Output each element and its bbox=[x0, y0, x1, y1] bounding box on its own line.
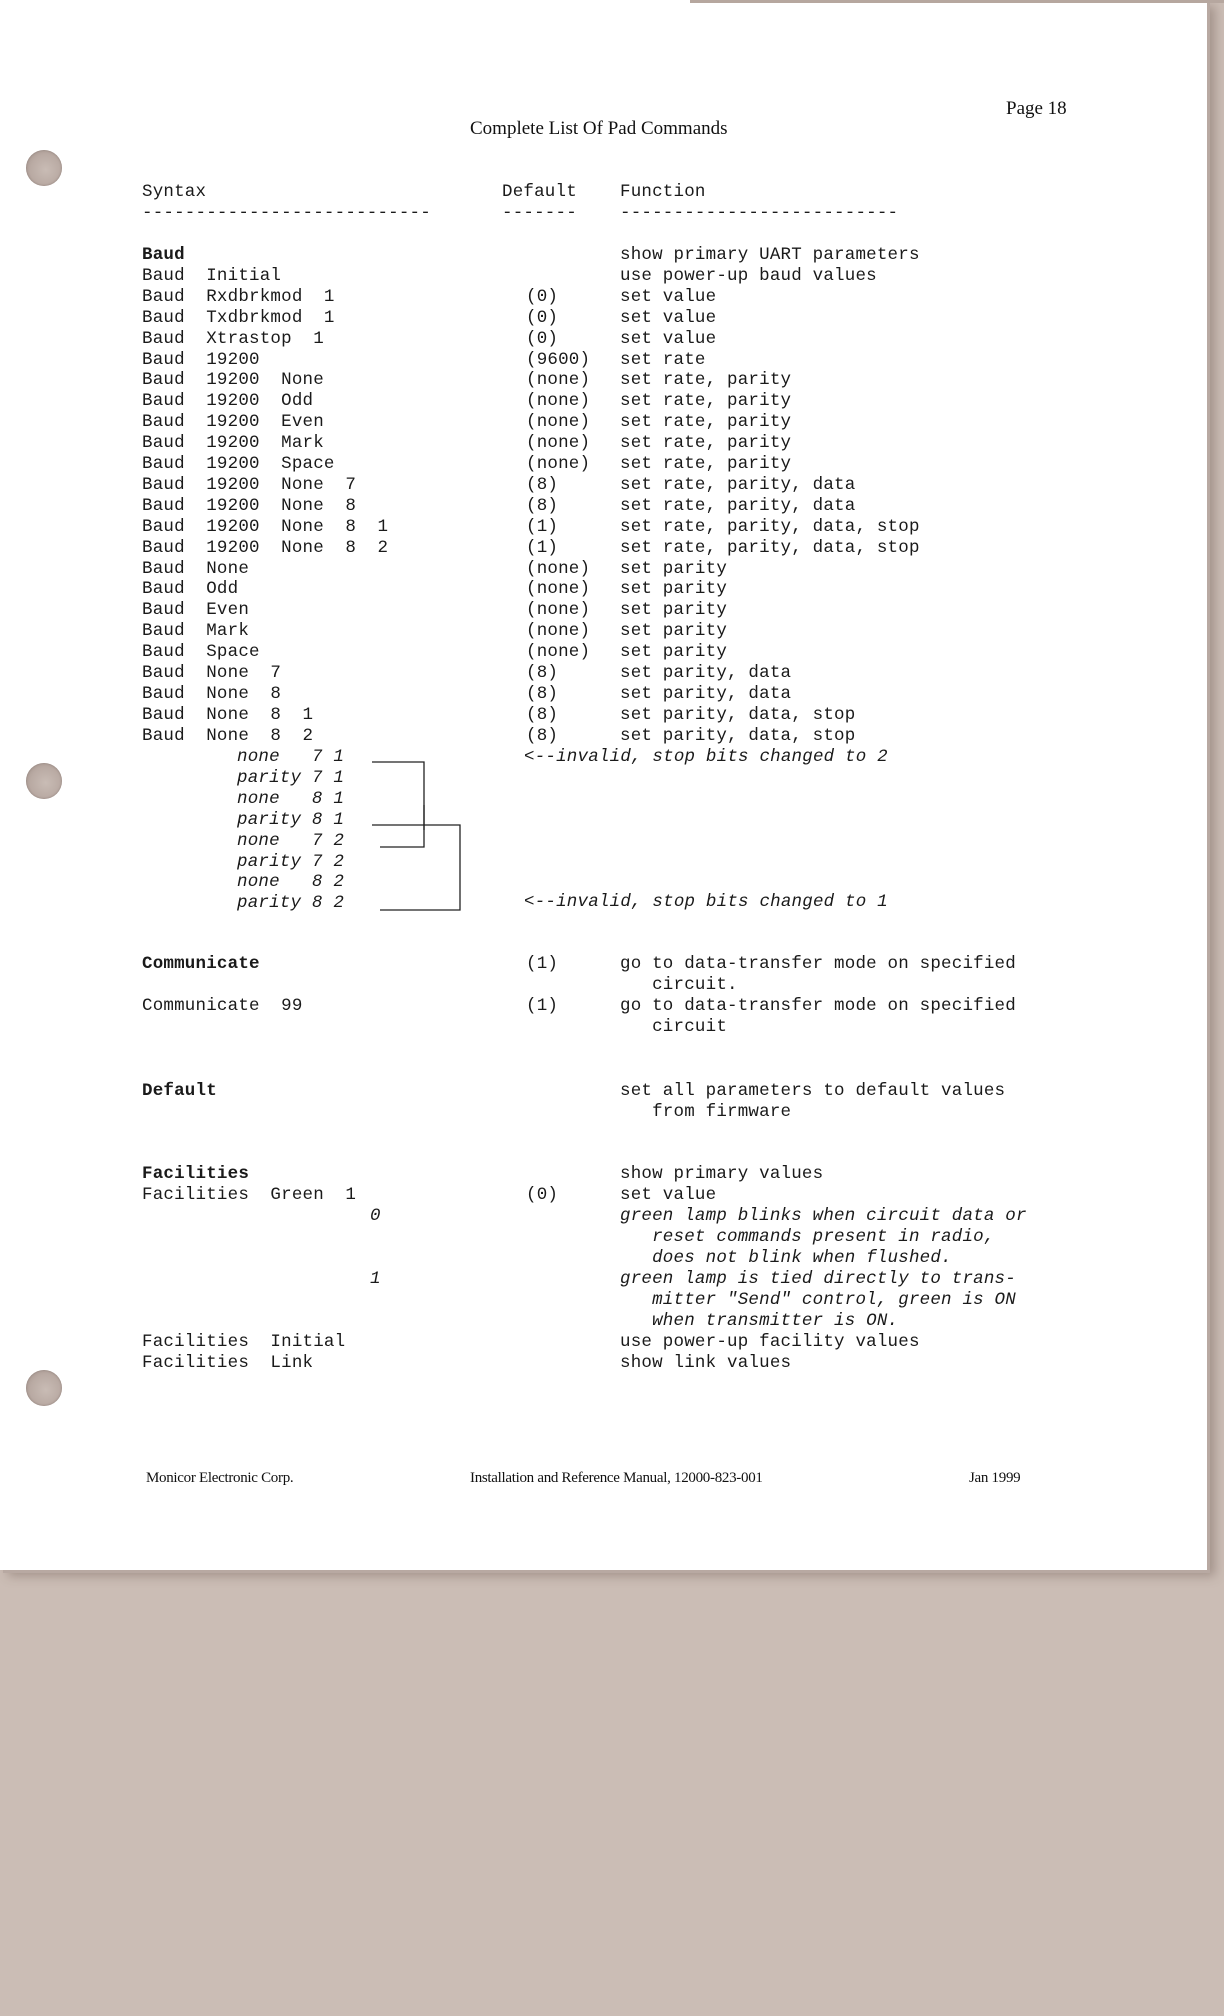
communicate-function-cont: circuit bbox=[620, 1017, 728, 1037]
baud-row-default: (0) bbox=[526, 286, 559, 307]
facilities-option-description: green lamp blinks when circuit data or bbox=[620, 1206, 1027, 1226]
facilities-function: set value bbox=[620, 1184, 717, 1205]
baud-row-syntax: Baud 19200 None 8 bbox=[142, 495, 357, 516]
baud-row-function: set parity, data bbox=[620, 663, 792, 683]
baud-row-function: set parity bbox=[620, 600, 728, 621]
baud-row-syntax: Baud 19200 Mark bbox=[142, 433, 324, 454]
facilities-syntax: Facilities Green 1 bbox=[142, 1184, 357, 1205]
communicate-default: (1) bbox=[526, 954, 559, 974]
baud-row-syntax: Baud None bbox=[142, 558, 250, 579]
baud-row-syntax: Baud 19200 bbox=[142, 349, 260, 370]
baud-row-syntax: Baud 19200 None bbox=[142, 370, 324, 391]
communicate-syntax: Communicate bbox=[142, 954, 260, 974]
baud-row-function: set rate, parity bbox=[620, 454, 792, 474]
baud-row-syntax: Baud Xtrastop 1 bbox=[142, 328, 324, 349]
baud-row-default: (8) bbox=[526, 663, 559, 683]
baud-row-default: (8) bbox=[526, 704, 559, 725]
facilities-function: use power-up facility values bbox=[620, 1332, 920, 1352]
baud-row-default: (none) bbox=[526, 621, 591, 642]
baud-row-syntax: Baud Rxdbrkmod 1 bbox=[142, 286, 335, 307]
baud-row-default: (0) bbox=[526, 307, 559, 328]
baud-row-syntax: Baud None 8 bbox=[142, 683, 282, 704]
default-command-function-cont: from firmware bbox=[620, 1102, 792, 1122]
function-column-header: Function bbox=[620, 182, 706, 202]
baud-row-syntax: Baud Mark bbox=[142, 621, 250, 642]
facilities-function: show primary values bbox=[620, 1164, 824, 1184]
baud-row-syntax: Baud 19200 Space bbox=[142, 454, 335, 474]
facilities-option-description: green lamp is tied directly to trans- bbox=[620, 1269, 1016, 1289]
baud-row-default: (none) bbox=[526, 642, 591, 663]
stop-bit-combo: parity 7 1 bbox=[237, 767, 345, 788]
baud-row-default: (none) bbox=[526, 600, 591, 621]
baud-row-function: set parity, data, stop bbox=[620, 725, 856, 746]
syntax-header-rule: --------------------------- bbox=[142, 203, 431, 223]
baud-row-syntax: Baud None 7 bbox=[142, 663, 282, 683]
facilities-default: (0) bbox=[526, 1184, 559, 1205]
facilities-option-value: 1 bbox=[370, 1269, 381, 1289]
stop-bit-combo: parity 8 2 bbox=[237, 893, 345, 914]
stop-bit-combo: parity 7 2 bbox=[237, 851, 345, 872]
baud-row-function: set value bbox=[620, 328, 717, 349]
baud-row-default: (none) bbox=[526, 370, 591, 391]
facilities-option-description: reset commands present in radio, bbox=[620, 1226, 995, 1247]
baud-row-syntax: Baud Txdbrkmod 1 bbox=[142, 307, 335, 328]
baud-row-function: set value bbox=[620, 286, 717, 307]
communicate-function: go to data-transfer mode on specified bbox=[620, 996, 1016, 1016]
baud-row-function: set rate, parity, data, stop bbox=[620, 516, 920, 537]
baud-row-function: set rate, parity, data, stop bbox=[620, 537, 920, 558]
baud-row-function: set rate, parity bbox=[620, 370, 792, 391]
baud-row-default: (9600) bbox=[526, 349, 591, 370]
stop-bit-combo: none 8 2 bbox=[237, 872, 345, 893]
function-header-rule: -------------------------- bbox=[620, 203, 899, 223]
baud-row-function: set rate, parity bbox=[620, 391, 792, 412]
footer-manual-title: Installation and Reference Manual, 12000-823-001 bbox=[470, 1470, 763, 1486]
baud-row-syntax: Baud 19200 Even bbox=[142, 412, 324, 433]
footer-company: Monicor Electronic Corp. bbox=[146, 1470, 294, 1486]
baud-row-function: set rate, parity, data bbox=[620, 495, 856, 516]
facilities-option-description: does not blink when flushed. bbox=[620, 1247, 952, 1268]
default-header-rule: ------- bbox=[502, 203, 577, 223]
page-title: Complete List Of Pad Commands bbox=[470, 118, 728, 139]
default-command: Default bbox=[142, 1081, 217, 1101]
baud-row-function: set rate, parity bbox=[620, 412, 792, 433]
facilities-function: show link values bbox=[620, 1352, 792, 1373]
facilities-syntax: Facilities bbox=[142, 1164, 250, 1184]
baud-row-syntax: Baud Odd bbox=[142, 579, 239, 600]
baud-row-function: set rate, parity, data bbox=[620, 474, 856, 495]
default-column-header: Default bbox=[502, 182, 577, 202]
baud-row-default: (8) bbox=[526, 683, 559, 704]
stop-bit-combo: none 7 2 bbox=[237, 830, 345, 851]
baud-row-syntax: Baud bbox=[142, 245, 185, 265]
stop-bit-combo: parity 8 1 bbox=[237, 809, 345, 830]
page-number: Page 18 bbox=[1006, 98, 1067, 119]
baud-row-default: (none) bbox=[526, 579, 591, 600]
baud-row-syntax: Baud 19200 None 7 bbox=[142, 474, 357, 495]
footer-date: Jan 1999 bbox=[969, 1470, 1021, 1486]
baud-row-default: (0) bbox=[526, 328, 559, 349]
baud-row-syntax: Baud 19200 Odd bbox=[142, 391, 314, 412]
baud-row-syntax: Baud None 8 2 bbox=[142, 725, 314, 746]
invalid-note-2: <--invalid, stop bits changed to 2 bbox=[524, 747, 888, 767]
facilities-syntax: Facilities Link bbox=[142, 1352, 314, 1373]
facilities-syntax: Facilities Initial bbox=[142, 1332, 346, 1352]
facilities-option-description: mitter "Send" control, green is ON bbox=[620, 1289, 1016, 1310]
baud-row-default: (8) bbox=[526, 495, 559, 516]
baud-row-default: (none) bbox=[526, 454, 591, 474]
communicate-function: go to data-transfer mode on specified bbox=[620, 954, 1016, 974]
baud-row-default: (none) bbox=[526, 391, 591, 412]
stop-bit-combo: none 7 1 bbox=[237, 747, 345, 767]
baud-row-syntax: Baud None 8 1 bbox=[142, 704, 314, 725]
baud-row-function: set parity, data, stop bbox=[620, 704, 856, 725]
facilities-option-value: 0 bbox=[370, 1206, 381, 1226]
syntax-column-header: Syntax bbox=[142, 182, 207, 202]
baud-row-function: set parity bbox=[620, 558, 728, 579]
baud-row-function: set rate bbox=[620, 349, 706, 370]
baud-row-function: set rate, parity bbox=[620, 433, 792, 454]
baud-row-syntax: Baud Even bbox=[142, 600, 250, 621]
baud-row-default: (8) bbox=[526, 474, 559, 495]
stop-bit-combo: none 8 1 bbox=[237, 788, 345, 809]
baud-row-function: set parity bbox=[620, 621, 728, 642]
baud-row-default: (none) bbox=[526, 433, 591, 454]
default-command-function: set all parameters to default values bbox=[620, 1081, 1006, 1101]
baud-row-function: use power-up baud values bbox=[620, 265, 877, 286]
baud-row-default: (none) bbox=[526, 412, 591, 433]
baud-row-syntax: Baud 19200 None 8 1 bbox=[142, 516, 389, 537]
baud-row-syntax: Baud 19200 None 8 2 bbox=[142, 537, 389, 558]
baud-row-function: set value bbox=[620, 307, 717, 328]
baud-row-default: (8) bbox=[526, 725, 559, 746]
baud-row-default: (1) bbox=[526, 537, 559, 558]
baud-row-function: show primary UART parameters bbox=[620, 245, 920, 265]
invalid-note-1: <--invalid, stop bits changed to 1 bbox=[524, 892, 888, 912]
baud-row-default: (1) bbox=[526, 516, 559, 537]
facilities-option-description: when transmitter is ON. bbox=[620, 1310, 899, 1331]
communicate-default: (1) bbox=[526, 996, 559, 1016]
baud-row-function: set parity, data bbox=[620, 683, 792, 704]
communicate-syntax: Communicate 99 bbox=[142, 996, 303, 1016]
communicate-function-cont: circuit. bbox=[620, 975, 738, 995]
baud-row-function: set parity bbox=[620, 642, 728, 663]
baud-row-syntax: Baud Space bbox=[142, 642, 260, 663]
baud-row-default: (none) bbox=[526, 558, 591, 579]
baud-row-syntax: Baud Initial bbox=[142, 265, 282, 286]
baud-row-function: set parity bbox=[620, 579, 728, 600]
